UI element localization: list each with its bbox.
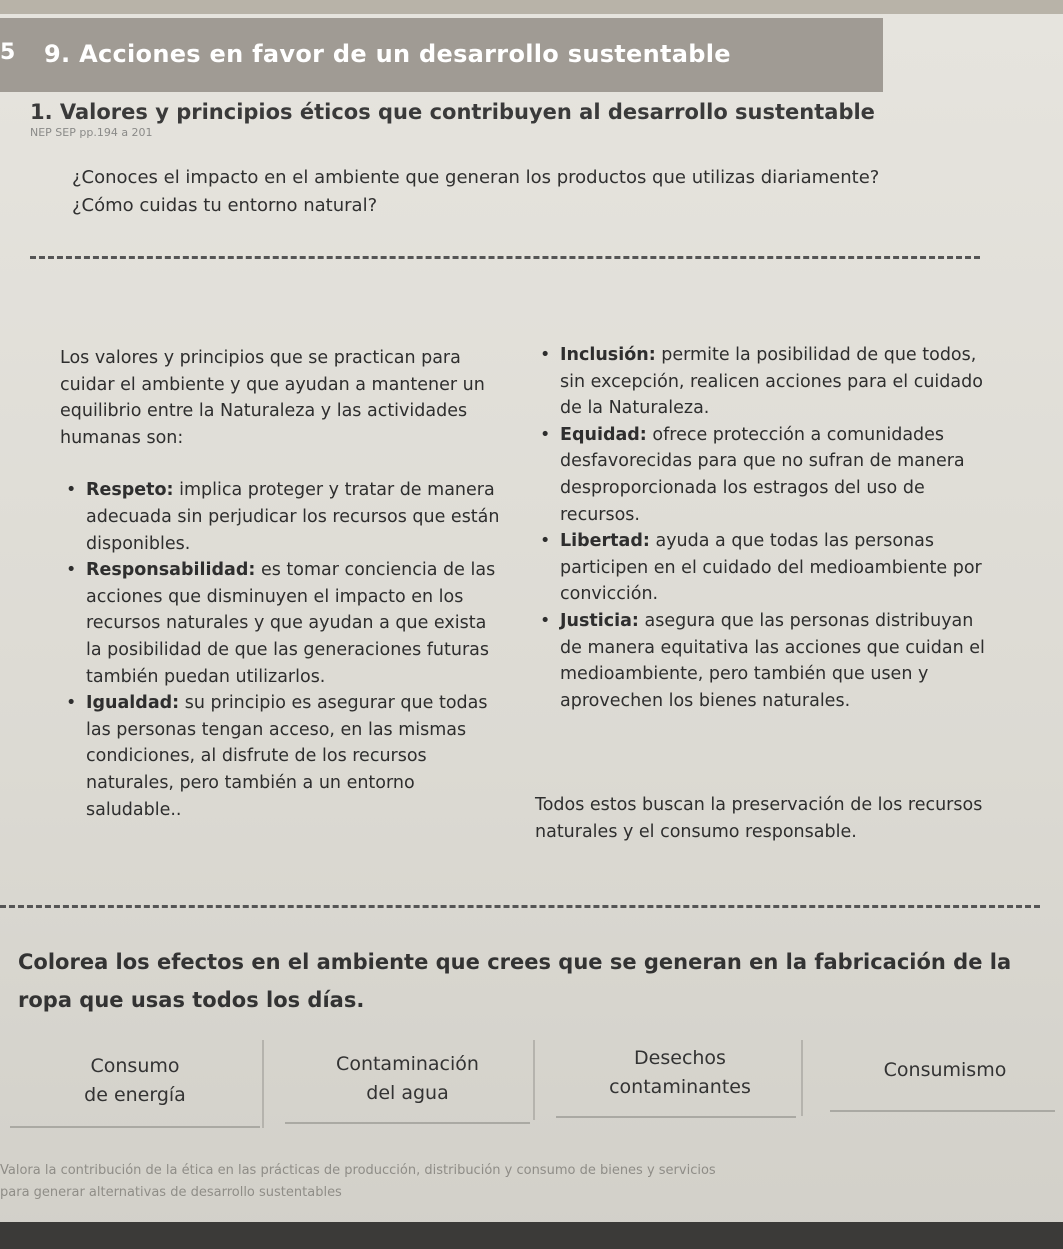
- value-term: Igualdad:: [86, 693, 180, 714]
- value-text: permite la posibilidad de que todos, sin excepción, realicen acciones para el cuidado de la Naturaleza.: [560, 345, 983, 419]
- value-equidad: • Equidad: ofrece protección a comunidades desfavorecidas para que no sufran de manera desproporcionada los estragos del uso de recursos.: [540, 424, 965, 525]
- page-number: 5: [0, 40, 16, 65]
- box-divider: [262, 1040, 264, 1128]
- value-term: Respeto:: [86, 480, 174, 501]
- box-bottom-line: [285, 1122, 530, 1124]
- option-line: Consumo: [90, 1055, 180, 1077]
- footer-note: [0, 1160, 1063, 1204]
- box-bottom-line: [556, 1116, 796, 1118]
- value-term: Libertad:: [560, 531, 650, 552]
- value-text: ayuda a que todas las personas participen en el cuidado del medioambiente por convicción.: [560, 531, 982, 605]
- page-bottom-edge: [0, 1222, 1063, 1249]
- activity-instruction: Colorea los efectos en el ambiente que crees que se generan en la fabricación de la ropa que usas todos los días.: [18, 950, 1012, 1012]
- value-justicia: • Justicia: asegura que las personas distribuyan de manera equitativa las acciones que cuidan el medioambiente, pero también que usen y aprovechen los bienes naturales.: [540, 610, 985, 711]
- intro-question: ¿Conoces el impacto en el ambiente que generan los productos que utilizas diariamente? ¿Cómo cuidas tu entorno natural?: [72, 167, 880, 216]
- box-divider: [533, 1040, 535, 1120]
- section-title: 9. Acciones en favor de un desarrollo sustentable: [44, 40, 731, 68]
- option-line: del agua: [366, 1082, 449, 1104]
- option-contaminacion-agua[interactable]: [285, 1050, 530, 1108]
- book-reference: NEP SEP pp.194 a 201: [30, 126, 153, 139]
- value-text: ofrece protección a comunidades desfavorecidas para que no sufran de manera desproporcionada los estragos del uso de recursos.: [560, 424, 965, 525]
- value-text: asegura que las personas distribuyan de manera equitativa las acciones que cuidan el medioambiente, pero también que usen y aprovechen los bienes naturales.: [560, 610, 985, 711]
- option-line: de energía: [84, 1084, 186, 1106]
- value-term: Equidad:: [560, 424, 647, 445]
- left-column: [60, 345, 500, 823]
- values-closing: Todos estos buscan la preservación de los recursos naturales y el consumo responsable.: [535, 795, 983, 842]
- option-consumismo[interactable]: [830, 1056, 1060, 1085]
- value-term: Justicia:: [560, 610, 639, 631]
- value-respeto: • Respeto: implica proteger y tratar de manera adecuada sin perjudicar los recursos que están disponibles.: [66, 480, 500, 554]
- lesson-subtitle: 1. Valores y principios éticos que contribuyen al desarrollo sustentable: [30, 100, 875, 124]
- value-igualdad: • Igualdad: su principio es asegurar que todas las personas tengan acceso, en las mismas condiciones, al disfrute de los recursos naturales, pero también a un entorno saludable..: [66, 693, 488, 820]
- box-bottom-line: [10, 1126, 260, 1128]
- option-line: Contaminación: [336, 1053, 479, 1075]
- box-divider: [801, 1040, 803, 1116]
- box-bottom-line: [830, 1110, 1055, 1112]
- footer-line: para generar alternativas de desarrollo sustentables: [0, 1185, 342, 1200]
- value-term: Responsabilidad:: [86, 560, 256, 581]
- value-libertad: • Libertad: ayuda a que todas las personas participen en el cuidado del medioambiente por convicción.: [540, 531, 982, 605]
- option-line: Consumismo: [883, 1059, 1007, 1081]
- option-desechos-contaminantes[interactable]: [560, 1044, 800, 1102]
- value-inclusion: • Inclusión: permite la posibilidad de que todos, sin excepción, realicen acciones para el cuidado de la Naturaleza.: [540, 345, 983, 419]
- value-text: es tomar conciencia de las acciones que disminuyen el impacto en los recursos naturales y que ayudan a que exista la posibilidad de que las generaciones futuras también puedan utilizarlos.: [86, 560, 496, 687]
- value-term: Inclusión:: [560, 345, 656, 365]
- option-consumo-energia[interactable]: [10, 1052, 260, 1110]
- values-lead: Los valores y principios que se practican para cuidar el ambiente y que ayudan a mantener un equilibrio entre la Naturaleza y las actividades humanas son:: [60, 348, 485, 448]
- option-line: Desechos: [634, 1047, 726, 1069]
- footer-line: Valora la contribución de la ética en las prácticas de producción, distribución y consumo de bienes y servicios: [0, 1163, 716, 1178]
- answer-line[interactable]: [30, 256, 980, 259]
- section-divider: [0, 905, 1040, 908]
- value-text: su principio es asegurar que todas las personas tengan acceso, en las mismas condiciones, al disfrute de los recursos naturales, pero también a un entorno saludable..: [86, 693, 488, 820]
- value-responsabilidad: • Responsabilidad: es tomar conciencia de las acciones que disminuyen el impacto en los recursos naturales y que ayudan a que exista la posibilidad de que las generaciones futuras también puedan utilizarlos.: [66, 560, 496, 687]
- option-line: contaminantes: [609, 1076, 751, 1098]
- right-column: [540, 342, 1000, 714]
- value-text: implica proteger y tratar de manera adecuada sin perjudicar los recursos que están disponibles.: [86, 480, 500, 554]
